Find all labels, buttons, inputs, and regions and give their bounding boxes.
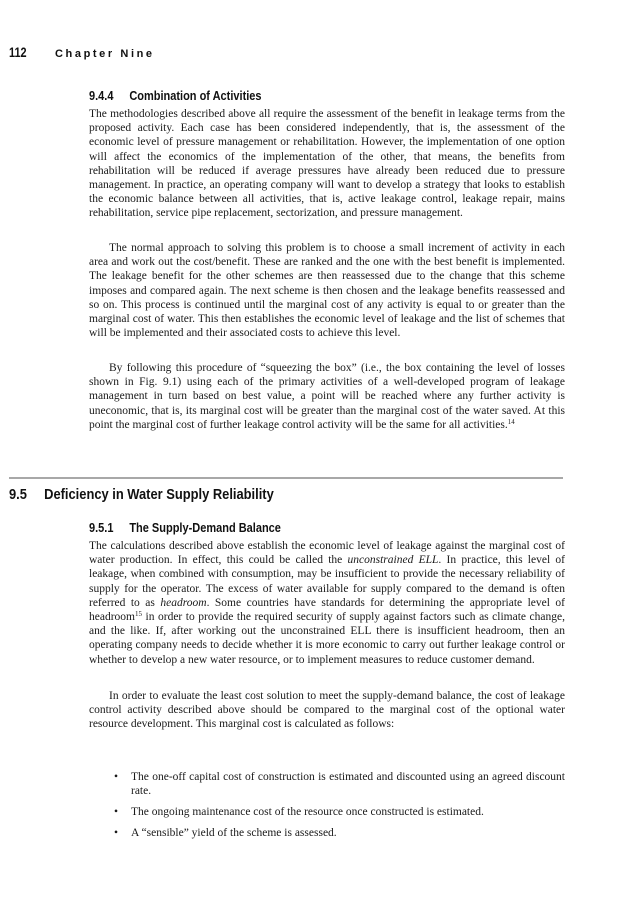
- bullet-icon: •: [114, 805, 119, 818]
- list-item: • The one-off capital cost of construction is estimated and discounted using an agreed discount rate.: [114, 771, 565, 798]
- term-unconstrained-ell: unconstrained ELL: [347, 554, 439, 567]
- chapter-title: Chapter Nine: [55, 48, 155, 60]
- section-divider: [9, 477, 563, 479]
- section-95-title: Deficiency in Water Supply Reliability: [44, 486, 274, 503]
- section-944-paragraph-2: The normal approach to solving this problem is to choose a small increment of activity in each area and work out the cost/benefit. These are ranked and the one with the best benefit is implemented. The leakage benefit for the other schemes are then reassessed due to the change that this scheme imposes and compared again. The next scheme is then chosen and the leakage benefits reassessed and so on. This process is continued until the marginal cost of any activity is equal to or greater than the marginal cost of water. This then establishes the economic level of leakage and the list of schemes that will be implemented and their associated costs to achieve this level.: [89, 242, 565, 340]
- section-951-paragraph-1: The calculations described above establish the economic level of leakage against the marginal cost of water production. In effect, this could be called the unconstrained ELL. In practice, this level of leakage, when combined with consumption, may be insufficient to provide the necessary reliability of supply for the operator. The excess of water available for supply compared to the demand is often referred to as headroom. Some countries have standards for determining the appropriate level of headroom$^{15}$ in order to provide the required security of supply against factors such as climate change, and the like. If, after working out the unconstrained ELL there is insufficient headroom, then an operating company needs to decide whether it is more economic to carry out further leakage control or whether to develop a new water resource, or to implement measures to reduce customer demand.: [89, 540, 566, 666]
- bullet-icon: •: [114, 826, 119, 839]
- running-head: [9, 44, 155, 64]
- section-944-number: 9.4.4: [89, 89, 114, 103]
- term-headroom: headroom: [160, 596, 207, 609]
- section-951-title: The Supply-Demand Balance: [129, 521, 281, 535]
- list-item: • The ongoing maintenance cost of the resource once constructed is estimated.: [114, 805, 484, 818]
- page-number: 112: [9, 44, 27, 60]
- section-951-heading: [89, 521, 281, 535]
- section-944-paragraph-1: The methodologies described above all require the assessment of the benefit in leakage terms from the proposed activity. Each case has been considered independently, that is, the assessment of the economic level of pressure management or rehabilitation. However, the implementation of one option will affect the economics of the implementation of the other, that means, the benefits from rehabilitation will be reduced if average pressures have already been reduced due to pressure management. In practice, an operating company will want to develop a strategy that looks to establish the economic balance between all activities, that is, active leakage control, leakage repair, mains rehabilitation, service pipe replacement, sectorization, and pressure management.: [89, 108, 565, 220]
- section-951-number: 9.5.1: [89, 521, 114, 535]
- footnote-ref-15: 15: [134, 610, 142, 619]
- section-944-paragraph-3: By following this procedure of “squeezing the box” (i.e., the box containing the level of losses shown in Fig. 9.1) using each of the primary activities of a well-developed program of leakage management in turn based on best value, a point will be reached where any further activity is uneconomic, that is, its marginal cost will be greater than the marginal cost of the water saved. At this point the marginal cost of further leakage control activity will be the same for all activities.$^{14}$: [89, 362, 565, 431]
- bullet-list: [114, 770, 565, 846]
- section-944-heading: [89, 89, 262, 103]
- bullet-icon: •: [114, 771, 119, 783]
- section-95-heading: [9, 486, 274, 503]
- section-951-paragraph-2: In order to evaluate the least cost solution to meet the supply-demand balance, the cost of leakage control activity described above should be compared to the marginal cost of the optional water resource development. This marginal cost is calculated as follows:: [89, 690, 565, 731]
- list-item: • A “sensible” yield of the scheme is assessed.: [114, 826, 337, 839]
- section-944-title: Combination of Activities: [129, 89, 262, 103]
- section-95-number: 9.5: [9, 486, 27, 503]
- footnote-ref-14: 14: [507, 417, 515, 426]
